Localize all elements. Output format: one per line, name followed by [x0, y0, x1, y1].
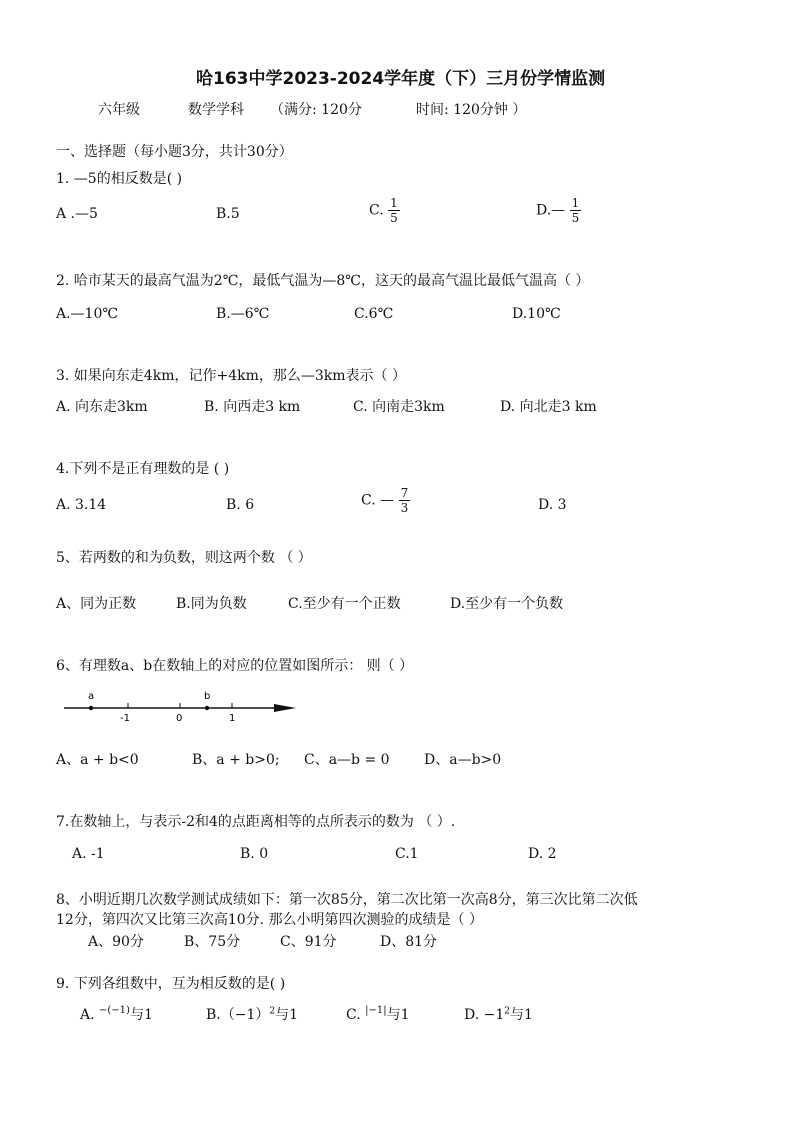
exponent: 2: [269, 1006, 276, 1017]
option-c-prefix: C.: [369, 202, 384, 219]
question-8-option-a: A、90分: [88, 934, 144, 950]
option-c-prefix: C. —: [361, 492, 395, 509]
fraction-neg-seven-thirds: $\frac{7}{3}$: [400, 486, 409, 515]
question-4-option-d: D. 3: [538, 497, 567, 513]
fraction-neg-one-fifth: $\frac{1}{5}$: [571, 196, 580, 225]
number-line-figure: [56, 686, 306, 726]
time-label: 时间: 120分钟 ）: [416, 102, 527, 118]
question-6-option-a: A、a + b<0: [56, 752, 139, 768]
question-4-option-c: [361, 486, 410, 515]
question-1-option-c: [369, 196, 400, 225]
question-1-option-d: [536, 196, 581, 225]
question-2-option-a: A.—10℃: [56, 306, 119, 322]
question-3-option-d: D. 向北走3 km: [500, 399, 597, 415]
question-7-option-b: B. 0: [240, 846, 269, 862]
question-9-option-a: A. $^{-(-1)}$与1: [80, 1005, 153, 1023]
question-6-option-c: C、a—b = 0: [304, 752, 390, 768]
subject-label: 数学学科: [188, 102, 244, 118]
point-a-label: a: [88, 691, 95, 702]
question-8-option-b: B、75分: [184, 934, 241, 950]
point-a: [89, 706, 93, 710]
question-7-option-c: C.1: [395, 846, 419, 862]
question-5-option-d: D.至少有一个负数: [450, 596, 564, 612]
question-5-option-c: C.至少有一个正数: [288, 596, 401, 612]
question-7-option-a: A. -1: [72, 846, 105, 862]
question-8-line-2: 12分，第四次又比第三次高10分. 那么小明第四次测验的成绩是（ ）: [56, 912, 483, 928]
question-5-option-b: B.同为负数: [176, 596, 247, 612]
section-heading: 一、选择题（每小题3分，共计30分）: [56, 144, 293, 160]
option-d-prefix: D.—: [536, 202, 566, 219]
fraction-one-fifth: $\frac{1}{5}$: [390, 196, 398, 225]
question-6-option-b: B、a + b>0;: [192, 752, 280, 768]
question-4-option-b: B. 6: [226, 497, 255, 513]
question-9-option-b: $B.(-1)^2$与1: [206, 1006, 299, 1023]
question-8-option-d: D、81分: [380, 934, 438, 950]
question-2-option-c: C.6℃: [354, 306, 394, 322]
question-1-option-b: B.5: [216, 206, 240, 222]
question-3-option-a: A. 向东走3km: [56, 399, 148, 415]
tick-label-0: 0: [176, 713, 183, 724]
question-6-option-d: D、a—b>0: [424, 752, 502, 768]
neg-neg-one-expression: −(−1): [99, 1005, 130, 1016]
absolute-value-expression: |−1|: [365, 1005, 387, 1016]
point-b: [205, 706, 209, 710]
question-5-stem: 5、若两数的和为负数，则这两个数 （ ）: [56, 550, 312, 566]
question-1-stem: 1. —5的相反数是( ): [56, 171, 183, 187]
question-2-stem: 2. 哈市某天的最高气温为2℃，最低气温为—8℃，这天的最高气温比最低气温高（ ）: [56, 273, 590, 289]
grade-label: 六年级: [98, 102, 140, 118]
exponent: 2: [504, 1006, 510, 1017]
question-8-line-1: 8、小明近期几次数学测试成绩如下：第一次85分，第二次比第一次高8分，第三次比第二次低: [56, 892, 638, 908]
question-7-option-d: D. 2: [528, 846, 557, 862]
page-title: 哈163中学2023-2024学年度（下）三月份学情监测: [196, 69, 606, 89]
question-3-option-c: C. 向南走3km: [353, 399, 445, 415]
question-5-option-a: A、同为正数: [56, 596, 137, 612]
tick-label-1: 1: [229, 713, 236, 724]
question-9-option-c: C. $^{|-1|}$与1: [346, 1005, 410, 1023]
question-9-stem: 9. 下列各组数中，互为相反数的是( ): [56, 976, 286, 992]
question-6-stem: 6、有理数a、b在数轴上的对应的位置如图所示： 则（ ）: [56, 658, 414, 674]
number-line-arrow: [274, 704, 296, 712]
full-score-label: （满分: 120分: [270, 102, 362, 118]
question-3-option-b: B. 向西走3 km: [204, 399, 301, 415]
question-3-stem: 3. 如果向东走4km，记作+4km，那么—3km表示（ ）: [56, 368, 406, 384]
question-4-stem: 4.下列不是正有理数的是 ( ): [56, 461, 230, 477]
question-2-option-b: B.—6℃: [216, 306, 270, 322]
question-9-option-d: D. $-1^2$与1: [464, 1006, 533, 1023]
question-7-stem: 7.在数轴上，与表示-2和4的点距离相等的点所表示的数为 （ ）.: [56, 814, 456, 830]
question-4-option-a: A. 3.14: [56, 497, 107, 513]
question-8-option-c: C、91分: [280, 934, 337, 950]
question-1-option-a: A .—5: [56, 206, 98, 222]
tick-label-neg1: -1: [120, 713, 130, 724]
point-b-label: b: [204, 691, 211, 702]
question-2-option-d: D.10℃: [512, 306, 561, 322]
